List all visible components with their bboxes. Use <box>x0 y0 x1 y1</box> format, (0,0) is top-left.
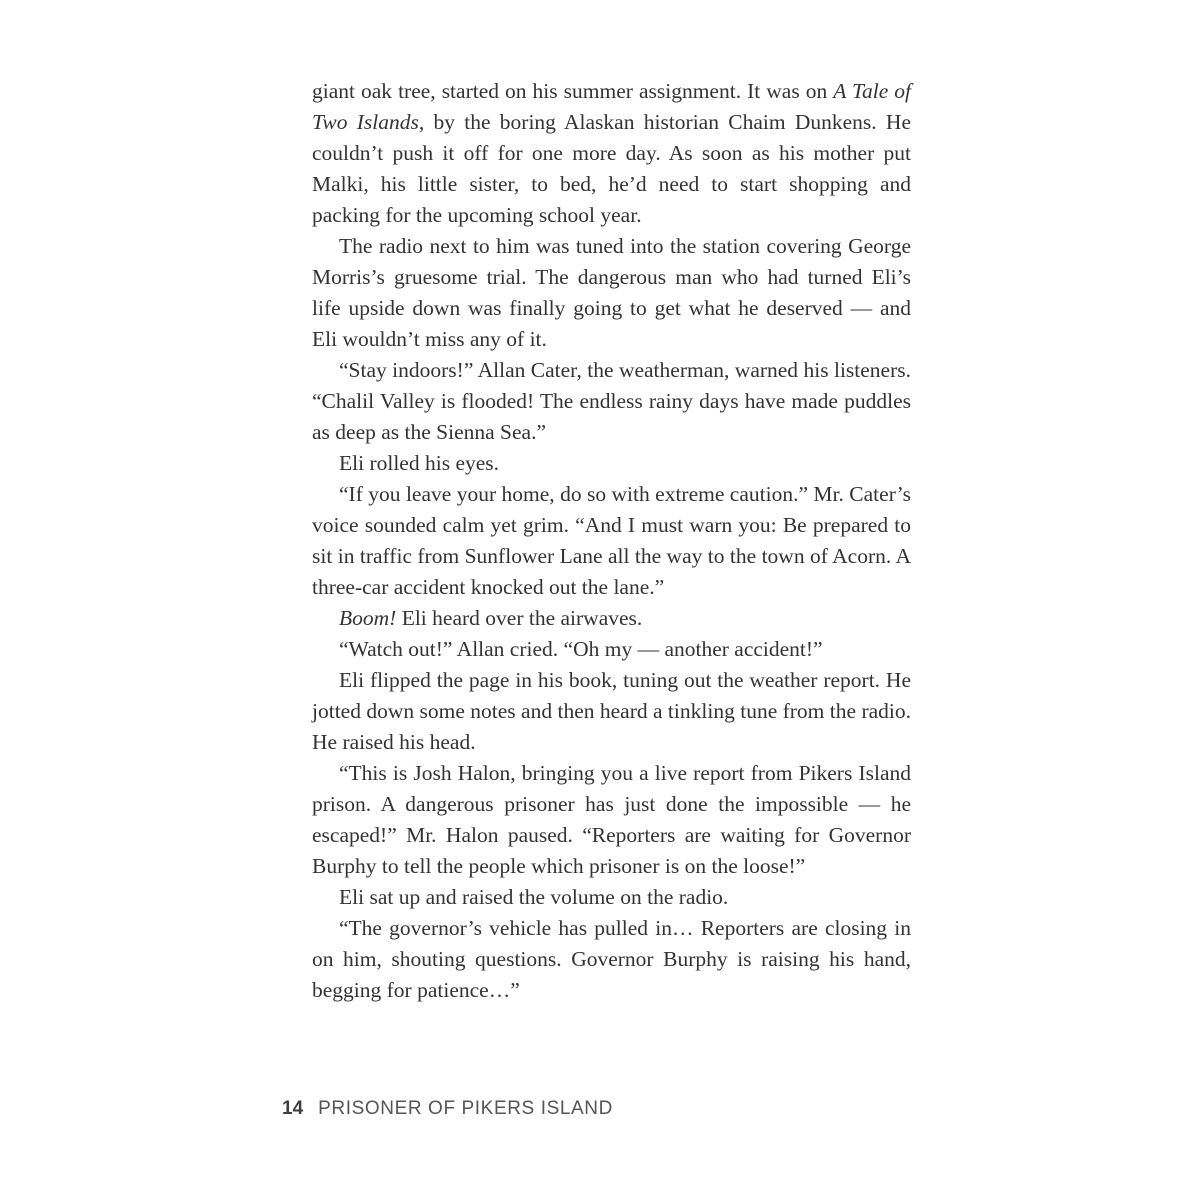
paragraph <box>312 355 911 448</box>
paragraph <box>312 479 911 603</box>
text-run: Eli rolled his eyes. <box>339 451 500 475</box>
text-run: Eli sat up and raised the volume on the radio. <box>339 885 729 909</box>
body-text <box>312 76 911 1006</box>
text-run: “Watch out!” Allan cried. “Oh my — another accident!” <box>339 637 823 661</box>
paragraph <box>312 603 911 634</box>
page-number: 14 <box>282 1098 304 1119</box>
paragraph <box>312 76 911 231</box>
paragraph <box>312 665 911 758</box>
italic-text-run: Boom! <box>339 606 397 630</box>
page-footer <box>282 1098 613 1120</box>
text-run: Eli flipped the page in his book, tuning out the weather report. He jotted down some notes and then heard a tinkling tune from the radio. He raised his head. <box>312 668 911 754</box>
text-run: The radio next to him was tuned into the station covering George Morris’s gruesome trial. The dangerous man who had turned Eli’s life upside down was finally going to get what he deserved — and Eli wouldn’t miss any of it. <box>312 234 911 351</box>
paragraph <box>312 882 911 913</box>
text-run: Eli heard over the airwaves. <box>396 606 643 630</box>
text-run: “The governor’s vehicle has pulled in… Reporters are closing in on him, shouting questions. Governor Burphy is raising his hand, begging for patience…” <box>312 916 911 1002</box>
text-run: “This is Josh Halon, bringing you a live report from Pikers Island prison. A dangerous prisoner has just done the impossible — he escaped!” Mr. Halon paused. “Reporters are waiting for Governor Burphy to tell the people which prisoner is on the loose!” <box>312 761 911 878</box>
text-run: , by the boring Alaskan historian Chaim Dunkens. He couldn’t push it off for one more day. As soon as his mother put Malki, his little sister, to bed, he’d need to start shopping and packing for the upcoming school year. <box>312 110 911 227</box>
text-run: “If you leave your home, do so with extreme caution.” Mr. Cater’s voice sounded calm yet grim. “And I must warn you: Be prepared to sit in traffic from Sunflower Lane all the way to the town of Acorn. A three-car accident knocked out the lane.” <box>312 482 911 599</box>
italic-text-run: A Tale of Two Islands <box>312 79 911 134</box>
paragraph <box>312 231 911 355</box>
paragraph <box>312 758 911 882</box>
paragraph <box>312 634 911 665</box>
paragraph <box>312 913 911 1006</box>
running-title: PRISONER OF PIKERS ISLAND <box>318 1098 613 1119</box>
text-run: giant oak tree, started on his summer assignment. It was on <box>312 79 834 103</box>
text-run: “Stay indoors!” Allan Cater, the weatherman, warned his listeners. “Chalil Valley is flooded! The endless rainy days have made puddles as deep as the Sienna Sea.” <box>312 358 911 444</box>
paragraph <box>312 448 911 479</box>
